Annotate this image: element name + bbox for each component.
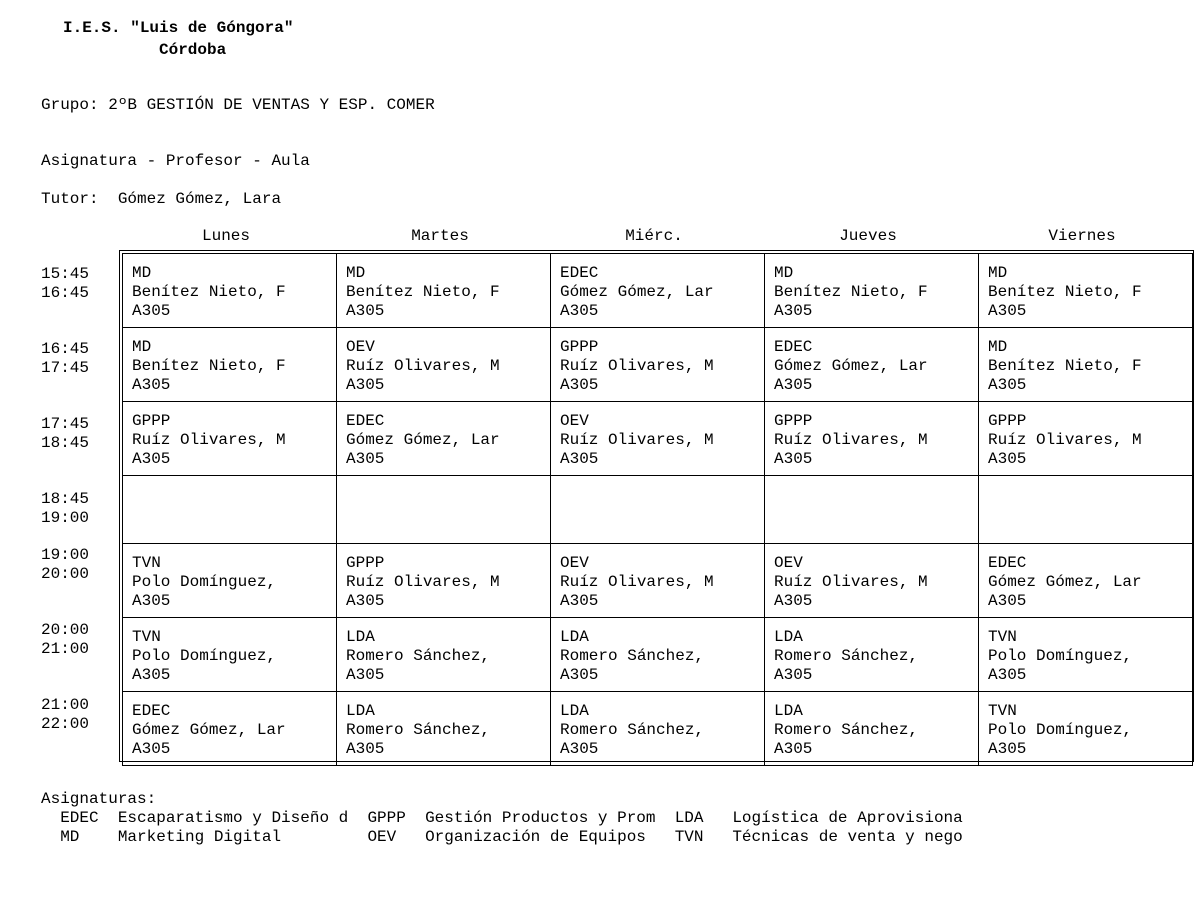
- subject-code: LDA: [346, 702, 375, 720]
- teacher-name: Romero Sánchez,: [346, 647, 491, 665]
- subject-code: LDA: [560, 628, 589, 646]
- subject-code: LDA: [774, 628, 803, 646]
- subject-code: EDEC: [132, 702, 171, 720]
- day-header-tuesday: Martes: [411, 227, 469, 245]
- room: [774, 524, 978, 543]
- teacher-name: Gómez Gómez, Lar: [988, 573, 1142, 591]
- class-cell-tuesday: [337, 476, 551, 544]
- teacher-name: Ruíz Olivares, M: [132, 431, 286, 449]
- class-cell-friday: [979, 692, 1193, 766]
- subject-code: MD: [988, 264, 1008, 282]
- time-slot-6: 20:00 21:00: [41, 621, 90, 658]
- time-slot-5: 19:00 20:00: [41, 546, 90, 583]
- teacher-name: Romero Sánchez,: [560, 647, 705, 665]
- class-cell-friday: [979, 402, 1193, 476]
- class-cell-wednesday: [551, 618, 765, 692]
- room: [988, 524, 1192, 543]
- timetable-row: [123, 692, 1193, 766]
- time-slot-3: 17:45 18:45: [41, 415, 90, 452]
- class-cell-monday: [123, 328, 337, 402]
- room: A305: [774, 302, 813, 320]
- class-cell-friday: [979, 618, 1193, 692]
- subject-code: TVN: [988, 702, 1017, 720]
- teacher-name: Ruíz Olivares, M: [560, 357, 714, 375]
- group-label: Grupo: 2ºB GESTIÓN DE VENTAS Y ESP. COMER: [41, 96, 435, 114]
- room: A305: [132, 376, 171, 394]
- subject-code: [346, 486, 550, 505]
- room: A305: [346, 376, 385, 394]
- timetable-row: [123, 402, 1193, 476]
- teacher-name: Polo Domínguez,: [988, 647, 1133, 665]
- room: A305: [560, 666, 599, 684]
- subject-code: OEV: [346, 338, 375, 356]
- class-cell-wednesday: [551, 254, 765, 328]
- class-cell-monday: [123, 254, 337, 328]
- room: A305: [988, 302, 1027, 320]
- time-slot-7: 21:00 22:00: [41, 696, 90, 733]
- room: A305: [346, 302, 385, 320]
- timetable-table: [122, 253, 1193, 766]
- subject-code: EDEC: [346, 412, 385, 430]
- room: A305: [560, 376, 599, 394]
- class-cell-wednesday: [551, 402, 765, 476]
- timetable-grid: [119, 250, 1194, 762]
- teacher-name: Benítez Nieto, F: [132, 357, 286, 375]
- class-cell-wednesday: [551, 328, 765, 402]
- room: A305: [988, 450, 1027, 468]
- subject-code: GPPP: [560, 338, 599, 356]
- class-cell-thursday: [765, 254, 979, 328]
- teacher-name: [346, 505, 550, 524]
- subject-code: LDA: [560, 702, 589, 720]
- teacher-name: Romero Sánchez,: [560, 721, 705, 739]
- teacher-name: Benítez Nieto, F: [132, 283, 286, 301]
- teacher-name: Ruíz Olivares, M: [560, 573, 714, 591]
- class-cell-thursday: [765, 328, 979, 402]
- teacher-name: Gómez Gómez, Lar: [132, 721, 286, 739]
- tutor-label: Tutor: Gómez Gómez, Lara: [41, 190, 282, 208]
- teacher-name: Romero Sánchez,: [774, 647, 919, 665]
- subject-code: OEV: [560, 554, 589, 572]
- timetable-row: [123, 254, 1193, 328]
- class-cell-tuesday: [337, 402, 551, 476]
- legend-row-1: EDEC Escaparatismo y Diseño d GPPP Gestión Productos y Prom LDA Logística de Aprovisiona: [41, 809, 963, 827]
- timetable-row: [123, 544, 1193, 618]
- teacher-name: [774, 505, 978, 524]
- room: A305: [774, 376, 813, 394]
- teacher-name: Ruíz Olivares, M: [774, 431, 928, 449]
- room: A305: [988, 592, 1027, 610]
- school-name: I.E.S. "Luis de Góngora": [63, 19, 294, 37]
- class-cell-friday: [979, 254, 1193, 328]
- subject-code: TVN: [988, 628, 1017, 646]
- subject-code: GPPP: [132, 412, 171, 430]
- subject-code: GPPP: [346, 554, 385, 572]
- class-cell-wednesday: [551, 476, 765, 544]
- teacher-name: [132, 505, 336, 524]
- teacher-name: Benítez Nieto, F: [988, 283, 1142, 301]
- city-name: Córdoba: [159, 41, 227, 59]
- subject-code: [132, 486, 336, 505]
- teacher-name: Ruíz Olivares, M: [560, 431, 714, 449]
- timetable-row: [123, 328, 1193, 402]
- teacher-name: Polo Domínguez,: [132, 647, 277, 665]
- room: A305: [774, 740, 813, 758]
- room: A305: [988, 740, 1027, 758]
- timetable-row: [123, 476, 1193, 544]
- subject-code: EDEC: [988, 554, 1027, 572]
- room: A305: [132, 666, 171, 684]
- teacher-name: [560, 505, 764, 524]
- legend-row-2: MD Marketing Digital OEV Organización de Equipos TVN Técnicas de venta y nego: [41, 828, 963, 846]
- teacher-name: Polo Domínguez,: [988, 721, 1133, 739]
- time-slot-2: 16:45 17:45: [41, 340, 90, 377]
- subject-code: MD: [988, 338, 1008, 356]
- class-cell-wednesday: [551, 692, 765, 766]
- day-header-thursday: Jueves: [839, 227, 897, 245]
- class-cell-thursday: [765, 402, 979, 476]
- class-cell-tuesday: [337, 618, 551, 692]
- subject-code: TVN: [132, 554, 161, 572]
- teacher-name: Ruíz Olivares, M: [346, 573, 500, 591]
- subject-code: [774, 486, 978, 505]
- day-header-wednesday: Miérc.: [625, 227, 683, 245]
- room: [560, 524, 764, 543]
- subject-code: MD: [346, 264, 366, 282]
- room: A305: [988, 376, 1027, 394]
- cell-format-label: Asignatura - Profesor - Aula: [41, 152, 310, 170]
- day-header-friday: Viernes: [1048, 227, 1116, 245]
- teacher-name: Polo Domínguez,: [132, 573, 277, 591]
- class-cell-friday: [979, 476, 1193, 544]
- room: A305: [346, 666, 385, 684]
- class-cell-monday: [123, 402, 337, 476]
- subject-code: TVN: [132, 628, 161, 646]
- room: A305: [132, 740, 171, 758]
- subject-code: MD: [132, 264, 152, 282]
- room: A305: [774, 450, 813, 468]
- legend-title: Asignaturas:: [41, 790, 157, 808]
- teacher-name: Ruíz Olivares, M: [774, 573, 928, 591]
- subject-code: EDEC: [560, 264, 599, 282]
- timetable-row: [123, 618, 1193, 692]
- teacher-name: Ruíz Olivares, M: [346, 357, 500, 375]
- room: A305: [560, 592, 599, 610]
- subject-code: LDA: [774, 702, 803, 720]
- room: A305: [774, 666, 813, 684]
- room: [132, 524, 336, 543]
- subject-code: GPPP: [774, 412, 813, 430]
- subject-code: GPPP: [988, 412, 1027, 430]
- day-header-monday: Lunes: [201, 227, 250, 245]
- subject-code: OEV: [560, 412, 589, 430]
- subject-code: MD: [132, 338, 152, 356]
- teacher-name: Benítez Nieto, F: [346, 283, 500, 301]
- class-cell-friday: [979, 544, 1193, 618]
- subject-code: MD: [774, 264, 794, 282]
- room: A305: [132, 450, 171, 468]
- teacher-name: Romero Sánchez,: [346, 721, 491, 739]
- room: A305: [346, 740, 385, 758]
- teacher-name: Benítez Nieto, F: [988, 357, 1142, 375]
- class-cell-monday: [123, 544, 337, 618]
- class-cell-monday: [123, 476, 337, 544]
- room: A305: [774, 592, 813, 610]
- subject-code: [560, 486, 764, 505]
- room: A305: [346, 592, 385, 610]
- class-cell-wednesday: [551, 544, 765, 618]
- class-cell-thursday: [765, 544, 979, 618]
- class-cell-monday: [123, 692, 337, 766]
- room: A305: [560, 302, 599, 320]
- class-cell-thursday: [765, 618, 979, 692]
- teacher-name: Gómez Gómez, Lar: [774, 357, 928, 375]
- room: A305: [346, 450, 385, 468]
- class-cell-tuesday: [337, 544, 551, 618]
- class-cell-friday: [979, 328, 1193, 402]
- class-cell-tuesday: [337, 328, 551, 402]
- teacher-name: [988, 505, 1192, 524]
- room: A305: [560, 450, 599, 468]
- subject-code: [988, 486, 1192, 505]
- subject-code: LDA: [346, 628, 375, 646]
- room: A305: [560, 740, 599, 758]
- class-cell-tuesday: [337, 254, 551, 328]
- room: A305: [132, 302, 171, 320]
- teacher-name: Gómez Gómez, Lar: [346, 431, 500, 449]
- teacher-name: Ruíz Olivares, M: [988, 431, 1142, 449]
- class-cell-tuesday: [337, 692, 551, 766]
- class-cell-monday: [123, 618, 337, 692]
- class-cell-thursday: [765, 692, 979, 766]
- subject-code: EDEC: [774, 338, 813, 356]
- room: A305: [132, 592, 171, 610]
- time-slot-4: 18:45 19:00: [41, 490, 90, 527]
- teacher-name: Romero Sánchez,: [774, 721, 919, 739]
- teacher-name: Benítez Nieto, F: [774, 283, 928, 301]
- class-cell-thursday: [765, 476, 979, 544]
- teacher-name: Gómez Gómez, Lar: [560, 283, 714, 301]
- subject-code: OEV: [774, 554, 803, 572]
- time-slot-1: 15:45 16:45: [41, 265, 90, 302]
- room: [346, 524, 550, 543]
- room: A305: [988, 666, 1027, 684]
